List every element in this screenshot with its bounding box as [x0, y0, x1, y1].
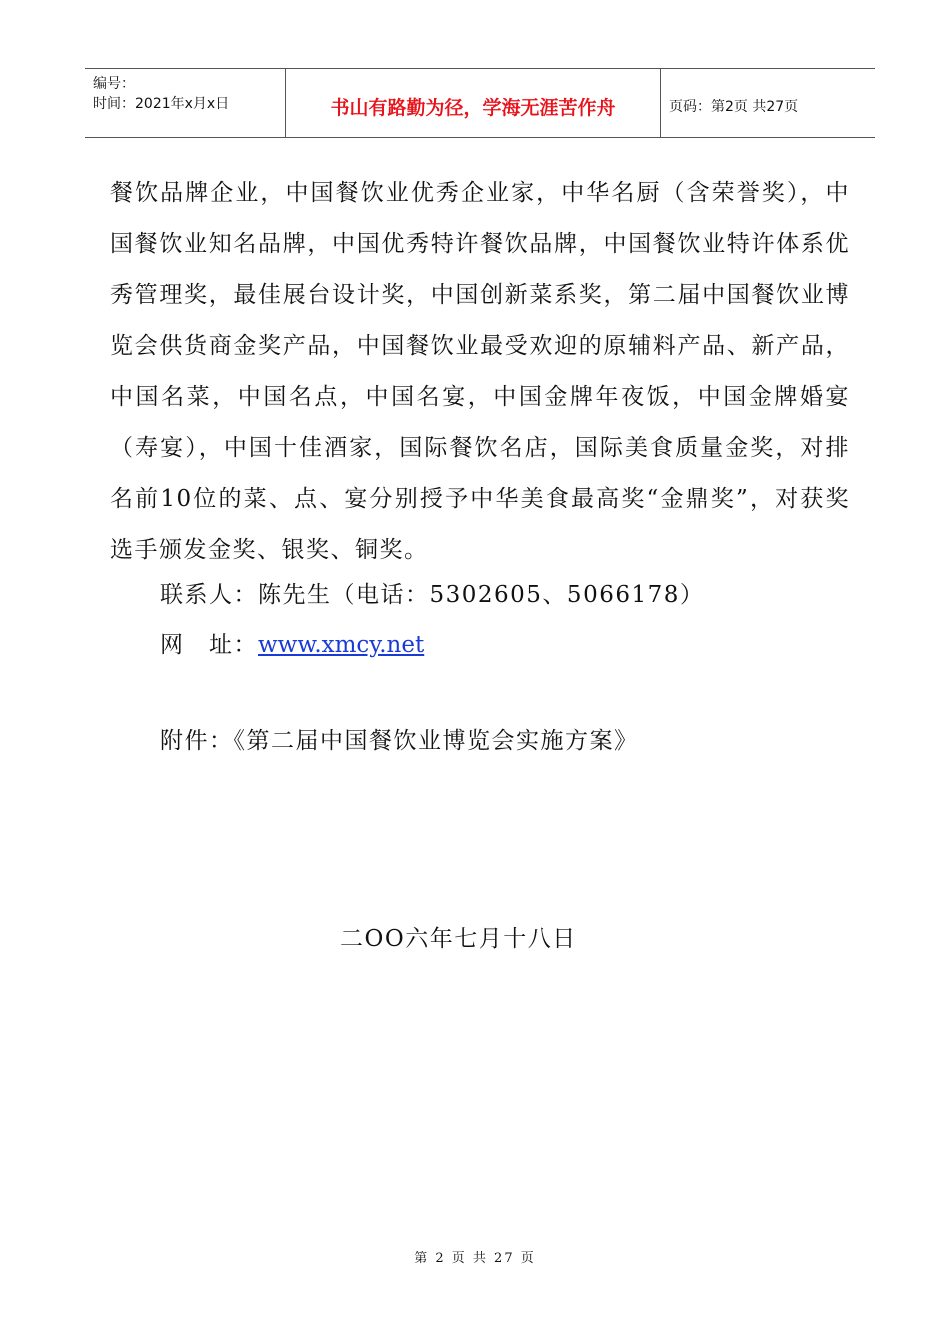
body-paragraph: 餐饮品牌企业，中国餐饮业优秀企业家，中华名厨（含荣誉奖），中国餐饮业知名品牌，中国优秀特许餐饮品牌，中国餐饮业特许体系优秀管理奖，最佳展台设计奖，中国创新菜系奖，第二届中国餐饮业博览会供货商金奖产品，中国餐饮业最受欢迎的原辅料产品、新产品，中国名菜，中国名点，中国名宴，中国金牌年夜饭，中国金牌婚宴（寿宴），中国十佳酒家，国际餐饮名店，国际美食质量金奖，对排名前10位的菜、点、宴分别授予中华美食最高奖“金鼎奖”，对获奖选手颁发金奖、银奖、铜奖。: [110, 180, 850, 563]
document-header: [85, 68, 875, 138]
header-meta-cell: [85, 69, 286, 137]
contact-line: 联系人：陈先生（电话：5302605、5066178）: [160, 582, 705, 608]
document-number: 编号：: [93, 76, 135, 92]
header-page-number: 页码：第2页 共27页: [669, 99, 799, 115]
document-time: 时间：2021年x月x日: [93, 96, 230, 112]
header-page-cell: [661, 69, 875, 137]
header-motto-cell: [286, 69, 661, 137]
website-line: [160, 626, 424, 659]
website-link[interactable]: www.xmcy.net: [258, 632, 425, 658]
website-label: 网 址：: [160, 632, 258, 658]
header-motto: 书山有路勤为径，学海无涯苦作舟: [330, 97, 616, 119]
attachment-line: 附件：《第二届中国餐饮业博览会实施方案》: [160, 728, 639, 754]
document-date: 二OO六年七月十八日: [340, 926, 577, 952]
page-footer: 第 2 页 共 27 页: [414, 1251, 536, 1266]
